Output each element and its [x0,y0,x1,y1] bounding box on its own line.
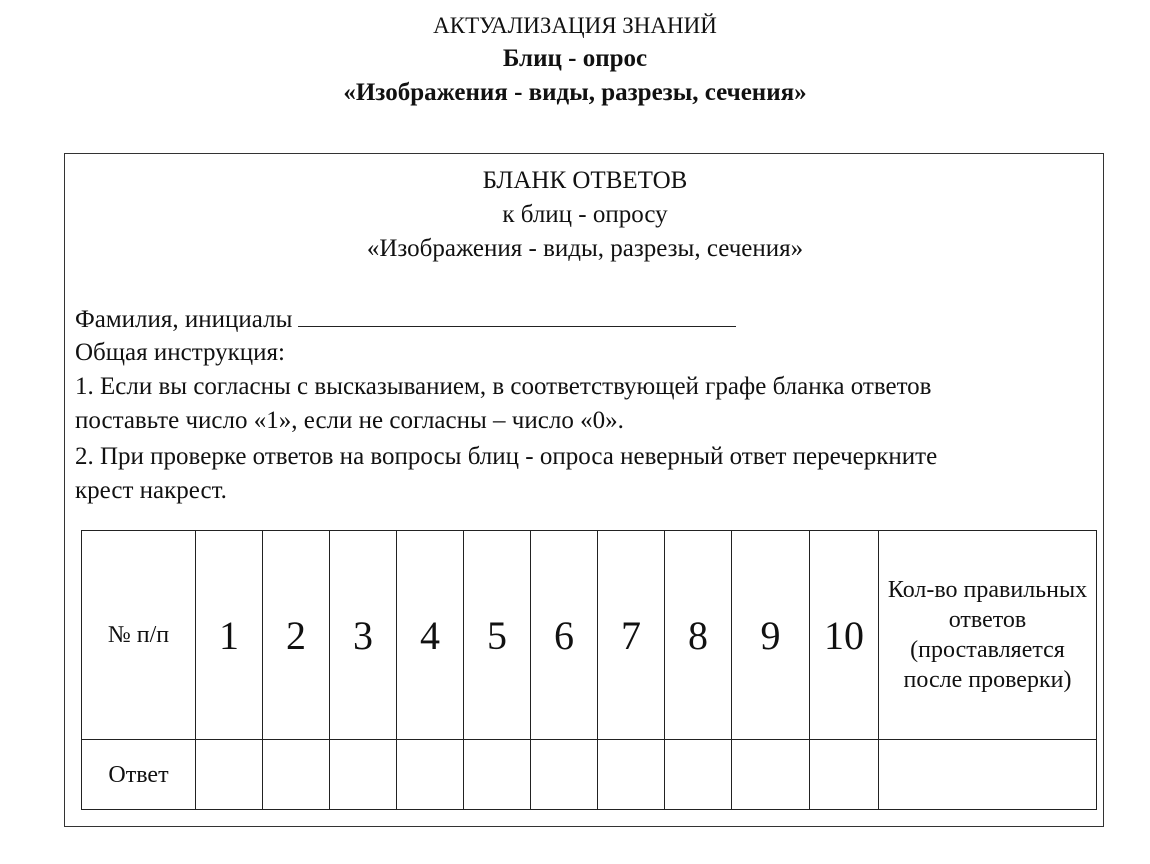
answer-sheet-subtitle: к блиц - опросу [502,201,668,228]
instructions-label: Общая инструкция: [75,339,285,366]
answer-cell-3[interactable] [330,740,397,810]
question-number-cell: 5 [464,531,531,740]
answer-sheet [64,153,1104,827]
question-number-cell: 9 [732,531,810,740]
heading-quiz-topic: «Изображения - виды, разрезы, сечения» [343,79,807,106]
answer-cell-2[interactable] [263,740,330,810]
heading-quiz-type: Блиц - опрос [502,45,648,72]
answer-sheet-title: БЛАНК ОТВЕТОВ [482,167,688,194]
table-header-row [82,531,1097,740]
instruction-1-line-2: поставьте число «1», если не согласны – число «0». [75,407,624,434]
heading-section-label: АКТУАЛИЗАЦИЯ ЗНАНИЙ [433,13,717,38]
row-header-answer: Ответ [82,740,196,810]
name-blank-field[interactable] [298,304,736,327]
instruction-2-line-2: крест накрест. [75,477,227,504]
table-answer-row [82,740,1097,810]
answer-cell-1[interactable] [196,740,263,810]
answer-table [81,530,1097,810]
correct-count-cell[interactable] [879,740,1097,810]
question-number-cell: 6 [531,531,598,740]
question-number-cell: 4 [397,531,464,740]
answer-sheet-topic: «Изображения - виды, разрезы, сечения» [366,235,804,262]
question-number-cell: 1 [196,531,263,740]
answer-cell-5[interactable] [464,740,531,810]
instruction-1-line-1: 1. Если вы согласны с высказыванием, в соответствующей графе бланка ответов [75,373,932,400]
question-number-cell: 10 [810,531,879,740]
instruction-2-line-1: 2. При проверке ответов на вопросы блиц - опроса неверный ответ перечеркните [75,443,938,470]
question-number-cell: 8 [665,531,732,740]
question-number-cell: 7 [598,531,665,740]
answer-cell-10[interactable] [810,740,879,810]
answer-cell-8[interactable] [665,740,732,810]
correct-count-header: Кол-во правильных ответов (проставляется после проверки) [879,531,1097,740]
answer-cell-4[interactable] [397,740,464,810]
answer-cell-9[interactable] [732,740,810,810]
answer-cell-7[interactable] [598,740,665,810]
answer-cell-6[interactable] [531,740,598,810]
question-number-cell: 2 [263,531,330,740]
row-header-number: № п/п [82,531,196,740]
name-label: Фамилия, инициалы [75,306,293,333]
name-line [75,304,736,335]
question-number-cell: 3 [330,531,397,740]
